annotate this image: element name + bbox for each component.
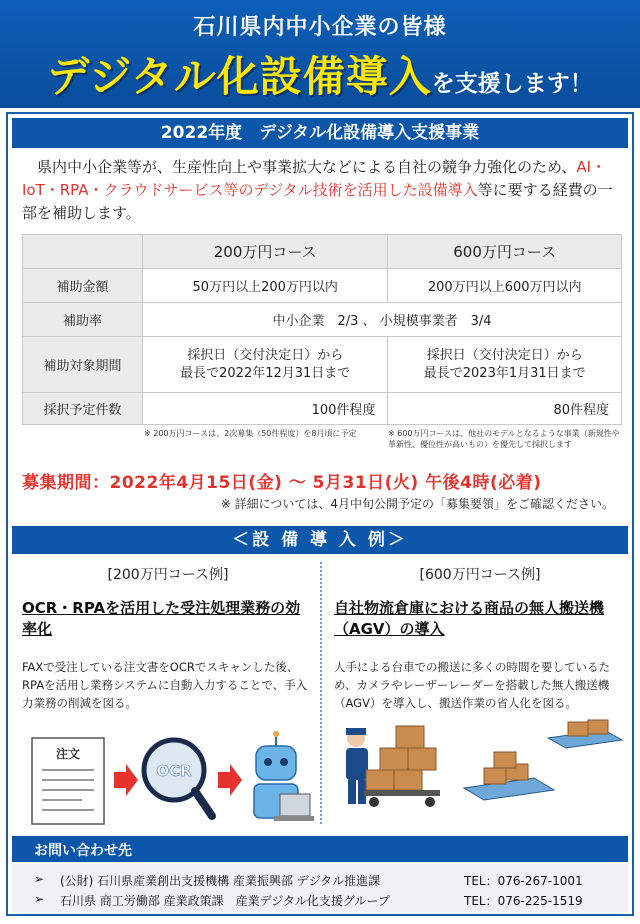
contact-list	[12, 864, 628, 912]
agv-robot-icon-2	[548, 720, 622, 748]
header-headline	[0, 44, 640, 104]
row-label: 補助率	[23, 303, 143, 337]
magnifier-icon	[144, 740, 212, 816]
headline-suffix: を支援します！	[431, 71, 593, 97]
note-600: ※ 600万円コースは、他社のモデルとなるような事業（新規性や革新性、優位性が高いもの）を優先して採択します	[388, 429, 620, 449]
application-period: 募集期間：2022年4月15日(金) ～ 5月31日(火) 午後4時(必着)	[22, 473, 542, 493]
table-cell: 80件程度	[388, 393, 622, 425]
example-right-heading: 自社物流倉庫における商品の無人搬送機（AGV）の導入	[334, 599, 605, 638]
intro-highlight: AI・IoT・RPA・クラウドサービス等のデジタル技術を活用した設備導入	[22, 158, 607, 199]
contact-org: (公財) 石川県産業創出支援機構 産業振興部 デジタル推進課	[60, 874, 381, 888]
header-greeting: 石川県内中小企業の皆様	[193, 15, 447, 40]
example-right-course: [600万円コース例]	[419, 567, 541, 583]
contact-tel: TEL：076-225-1519	[464, 894, 583, 908]
row-label: 補助金額	[23, 269, 143, 303]
ocr-label: OCR	[156, 762, 192, 780]
example-left-course: [200万円コース例]	[107, 567, 229, 583]
contact-org: 石川県 商工労働部 産業政策課 産業デジタル化支援グループ	[60, 894, 390, 908]
table-header-600: 600万円コース	[388, 235, 622, 269]
header-banner	[0, 0, 640, 108]
contact-title: お問い合わせ先	[34, 843, 132, 859]
table-cell-merged: 中小企業 2/3 、 小規模事業者 3/4	[143, 303, 622, 337]
detail-note: ※ 詳細については、4月中旬公開予定の「募集要領」をご確認ください。	[220, 497, 614, 511]
doc-label: 注文	[55, 747, 81, 761]
order-document-icon	[32, 738, 104, 824]
example-left-body: FAXで受注している注文書をOCRでスキャンした後、RPAを活用し業務システムに自動入力することで、手入力業務の削減を図る。	[22, 660, 308, 710]
table-cell: 100件程度	[143, 393, 388, 425]
row-label: 採択予定件数	[23, 393, 143, 425]
headline-main: デジタル化設備導入	[47, 52, 432, 101]
laptop-icon	[274, 794, 314, 821]
main-frame	[6, 112, 634, 916]
agv-illustration	[334, 718, 626, 810]
ocr-rpa-illustration	[22, 724, 314, 834]
table-cell: 200万円以上600万円以内	[388, 269, 622, 303]
examples-title: ＜設 備 導 入 例＞	[12, 526, 628, 554]
table-cell: 採択日（交付決定日）から 最長で2022年12月31日まで	[143, 337, 388, 393]
example-left-heading: OCR・RPAを活用した受注処理業務の効率化	[22, 599, 301, 638]
column-divider	[320, 562, 322, 824]
table-corner	[23, 235, 143, 269]
program-title: 2022年度 デジタル化設備導入支援事業	[12, 118, 628, 148]
example-left	[22, 564, 314, 838]
table-cell: 採択日（交付決定日）から 最長で2023年1月31日まで	[388, 337, 622, 393]
note-200: ※ 200万円コースは、2次募集（50件程度）を8月頃に予定	[144, 429, 357, 438]
agv-robot-icon	[464, 752, 554, 800]
arrow-bullet-icon: ➢	[34, 892, 45, 906]
table-cell: 50万円以上200万円以内	[143, 269, 388, 303]
arrow-icon	[114, 764, 138, 796]
intro-text	[22, 156, 622, 225]
intro-part1: 県内中小企業等が、生産性向上や事業拡大などによる自社の競争力強化のため、	[22, 158, 577, 176]
intro-part2: 等に要する経費の一部を補助します。	[22, 181, 613, 222]
row-label: 補助対象期間	[23, 337, 143, 393]
contact-title-bar	[12, 836, 628, 862]
example-right-body: 人手による台車での搬送に多くの時間を要しているため、カメラやレーザーレーダーを搭載した無人搬送機（AGV）を導入し、搬送作業の省人化を図る。	[334, 660, 610, 710]
contact-tel: TEL：076-267-1001	[464, 874, 583, 888]
example-right	[334, 564, 626, 814]
cart-boxes-icon	[364, 726, 440, 807]
subsidy-table	[22, 234, 622, 425]
arrow-bullet-icon: ➢	[34, 872, 45, 886]
table-header-200: 200万円コース	[143, 235, 388, 269]
arrow-icon	[218, 764, 242, 796]
